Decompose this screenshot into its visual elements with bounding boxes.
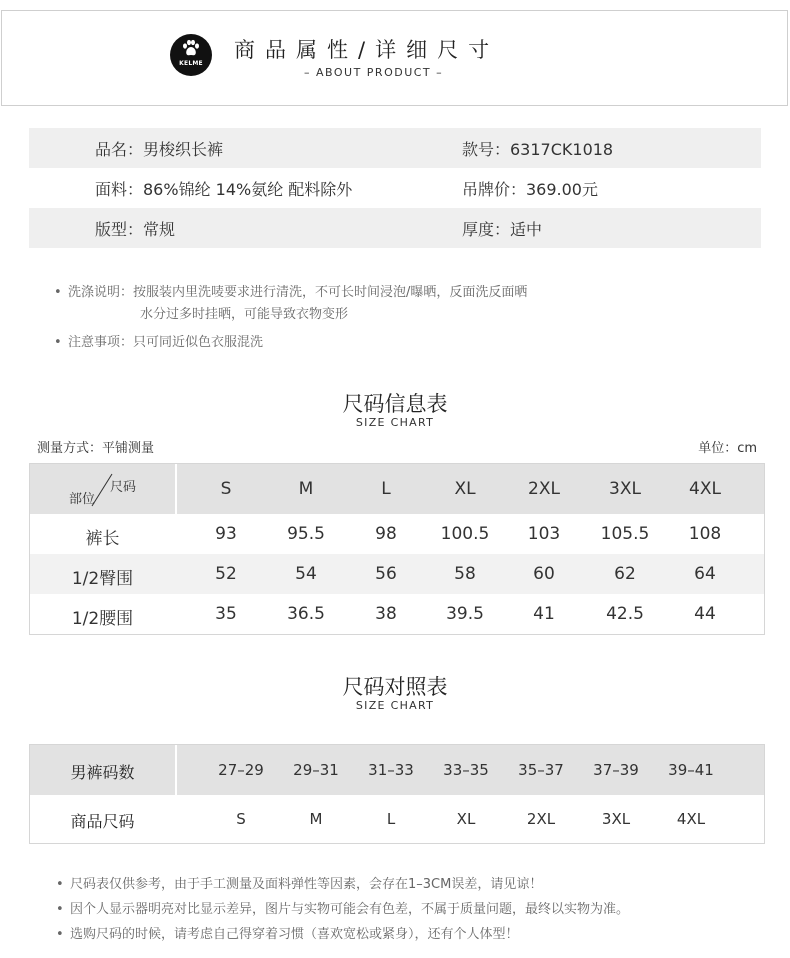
size-value-cell: 95.5 (287, 524, 325, 544)
bullet: • (56, 877, 64, 892)
size-value-cell: 98 (375, 524, 397, 544)
size-header-cell: XL (454, 479, 476, 499)
size-value-cell: 42.5 (606, 604, 644, 624)
info-row (29, 208, 761, 248)
wash-text: 按服装内里洗唛要求进行清洗，不可长时间浸泡/曝晒，反面洗反面晒 (133, 285, 528, 300)
size-value-cell: 54 (295, 564, 317, 584)
column-divider (175, 464, 177, 514)
footer-note: • 选购尺码的时候，请考虑自己得穿着习惯（喜欢宽松或紧身），还有个人体型！ (56, 922, 629, 947)
size-value-cell: 62 (614, 564, 636, 584)
corner-cell (30, 464, 175, 514)
compare-header-row (30, 745, 764, 795)
attention-note (54, 332, 527, 354)
table-row (30, 594, 764, 634)
size-compare-title: 尺码对照表 (342, 675, 448, 699)
row-label: 1/2臀围 (71, 569, 134, 589)
corner-size-label: 尺码 (110, 480, 137, 495)
footer-notes (56, 872, 629, 947)
product-info-table (29, 128, 761, 248)
product-fit: 版型：常规 (95, 219, 176, 239)
brand-name: KELME (179, 60, 203, 67)
size-info-table (29, 463, 765, 635)
size-value-cell: 56 (375, 564, 397, 584)
header-subtitle: – ABOUT PRODUCT – (304, 66, 444, 79)
size-value-cell: 41 (533, 604, 555, 624)
product-size-cell: 4XL (676, 810, 706, 828)
diagonal-line (30, 464, 175, 514)
product-size-cell: 2XL (526, 810, 556, 828)
table-row (30, 554, 764, 594)
size-compare-subtitle: SIZE CHART (355, 699, 435, 712)
unit-label: 单位：cm (698, 441, 757, 456)
corner-part-label: 部位 (69, 492, 96, 507)
size-value-cell: 44 (694, 604, 716, 624)
product-size-cell: L (386, 810, 396, 828)
pants-size-cell: 39–41 (668, 761, 714, 779)
pants-size-cell: 27–29 (218, 761, 264, 779)
size-value-cell: 39.5 (446, 604, 484, 624)
size-value-cell: 105.5 (600, 524, 650, 544)
wash-note (54, 282, 527, 304)
product-size-cell: S (236, 810, 246, 828)
size-value-cell: 58 (454, 564, 476, 584)
size-value-cell: 52 (215, 564, 237, 584)
size-value-cell: 93 (215, 524, 237, 544)
product-size-cell: 3XL (601, 810, 631, 828)
pants-size-cell: 33–35 (443, 761, 489, 779)
info-row (29, 168, 761, 208)
size-header-cell: 4XL (689, 479, 721, 499)
size-value-cell: 100.5 (440, 524, 490, 544)
table-row (30, 514, 764, 554)
size-value-cell: 108 (688, 524, 722, 544)
product-fabric: 面料：86%锦纶 14%氨纶 配料除外 (95, 179, 353, 199)
brand-logo (170, 34, 212, 76)
product-size-cell: XL (456, 810, 476, 828)
product-size-cell: M (309, 810, 323, 828)
header-title: 商品属性/详细尺寸 (234, 38, 500, 62)
pants-size-cell: 37–39 (593, 761, 639, 779)
product-size-label: 商品尺码 (70, 812, 135, 831)
attention-label: 注意事项： (68, 335, 134, 350)
size-header-row (30, 464, 764, 514)
size-info-title: 尺码信息表 (342, 392, 448, 416)
measure-method: 测量方式：平铺测量 (37, 441, 155, 456)
size-info-subtitle: SIZE CHART (355, 416, 435, 429)
product-name: 品名：男梭织长裤 (95, 139, 224, 159)
pants-size-cell: 35–37 (518, 761, 564, 779)
size-value-cell: 36.5 (287, 604, 325, 624)
wash-note-continued (54, 304, 527, 326)
bullet: • (56, 927, 64, 942)
bullet: • (54, 335, 62, 350)
size-header-cell: M (298, 479, 314, 499)
pants-size-cell: 29–31 (293, 761, 339, 779)
wash-text-continued: 水分过多时挂晒，可能导致衣物变形 (140, 307, 349, 322)
product-price: 吊牌价：369.00元 (462, 179, 598, 199)
size-header-cell: L (381, 479, 391, 499)
row-label: 裤长 (85, 529, 120, 549)
bullet: • (56, 902, 64, 917)
size-value-cell: 38 (375, 604, 397, 624)
size-value-cell: 64 (694, 564, 716, 584)
product-code: 款号：6317CK1018 (462, 139, 614, 159)
row-label: 1/2腰围 (71, 609, 134, 629)
footer-note: • 尺码表仅供参考，由于手工测量及面料弹性等因素，会存在1–3CM误差，请见谅！ (56, 872, 629, 897)
wash-label: 洗涤说明： (68, 285, 134, 300)
size-value-cell: 35 (215, 604, 237, 624)
size-header-cell: S (220, 479, 232, 499)
pants-size-cell: 31–33 (368, 761, 414, 779)
bullet: • (54, 285, 62, 300)
info-row (29, 128, 761, 168)
size-value-cell: 60 (533, 564, 555, 584)
footer-note: • 因个人显示器明亮对比显示差异，图片与实物可能会有色差，不属于质量问题，最终以实物为准。 (56, 897, 629, 922)
care-notes (54, 282, 527, 354)
size-value-cell: 103 (527, 524, 561, 544)
product-thickness: 厚度：适中 (462, 219, 543, 239)
size-compare-table (29, 744, 765, 844)
size-header-cell: 2XL (528, 479, 560, 499)
attention-text: 只可同近似色衣服混洗 (133, 335, 264, 350)
pants-size-label: 男裤码数 (70, 763, 135, 782)
paw-icon (181, 39, 201, 59)
column-divider (175, 745, 177, 795)
size-header-cell: 3XL (609, 479, 641, 499)
